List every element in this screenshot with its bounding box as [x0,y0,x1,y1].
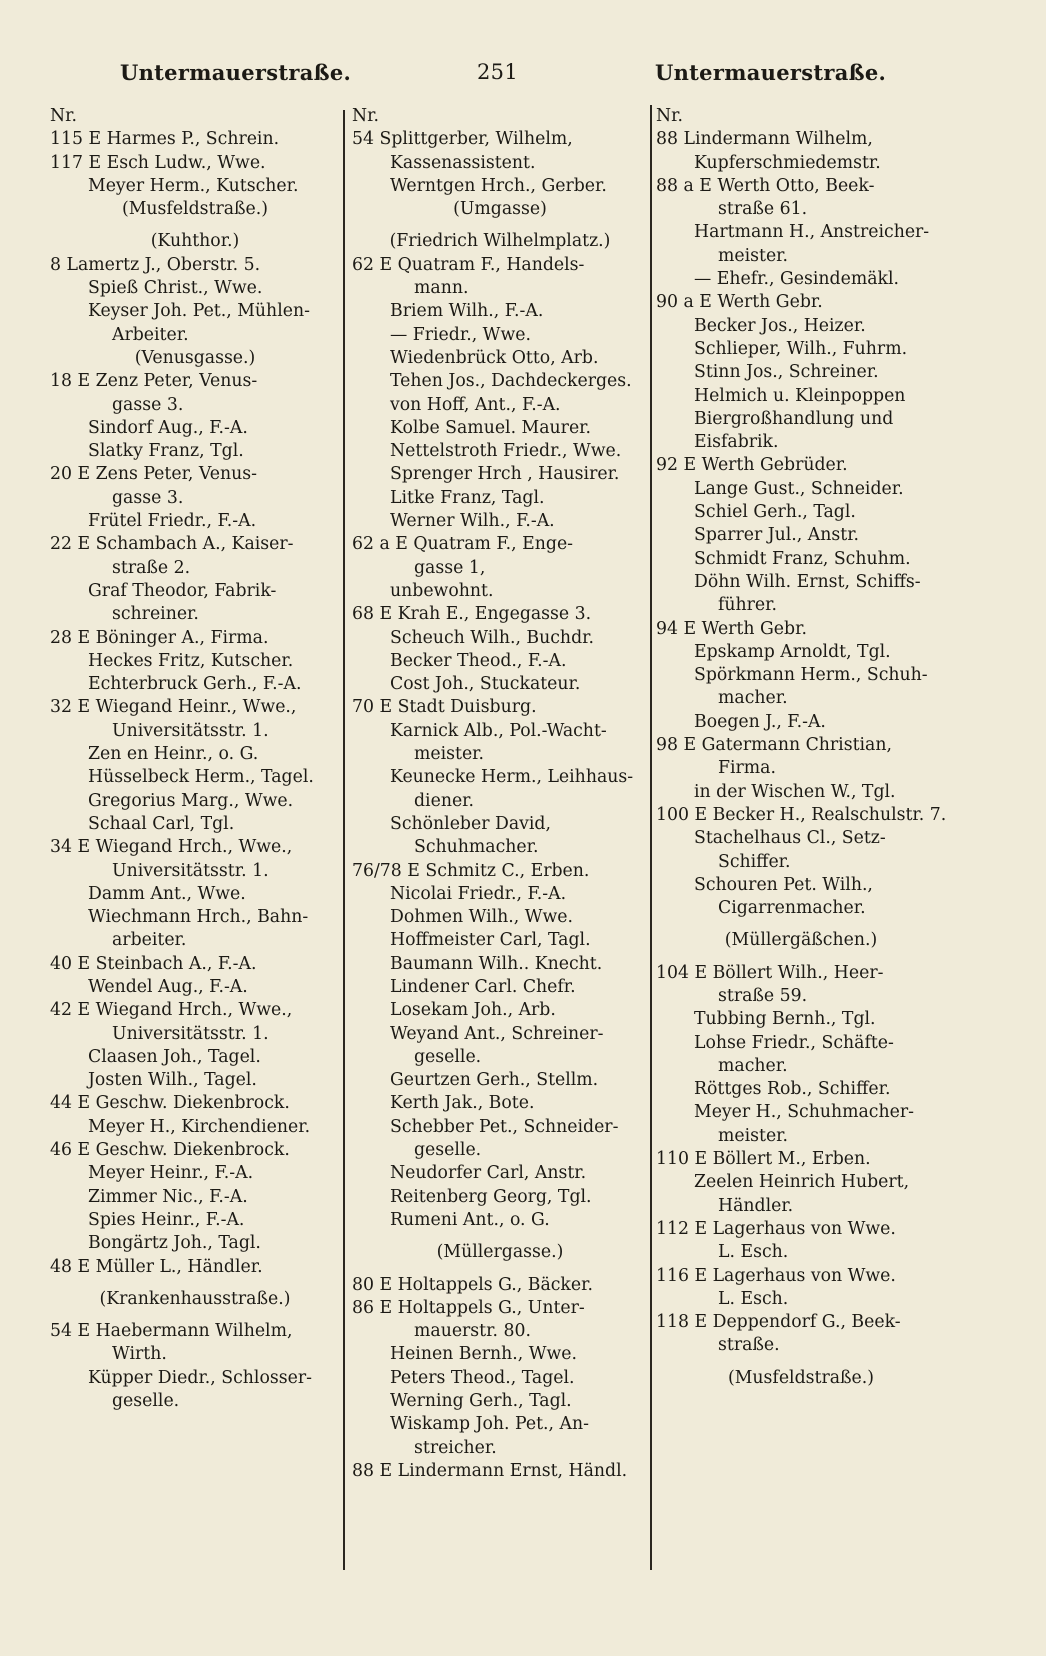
spacer [50,1279,340,1288]
directory-entry: macher. [718,688,788,709]
directory-entry: 112 E Lagerhaus von Wwe. [656,1218,896,1239]
directory-entry: Neudorfer Carl, Anstr. [390,1163,587,1184]
directory-entry: Nettelstroth Friedr., Wwe. [390,441,622,462]
spacer [656,1358,946,1367]
directory-entry: straße 2. [112,557,191,578]
directory-entry: Peters Theod., Tagel. [390,1367,575,1388]
directory-entry: Meyer Herm., Kutscher. [88,175,299,196]
directory-entry: Arbeiter. [112,324,189,345]
directory-entry: Geurtzen Gerh., Stellm. [390,1070,599,1091]
directory-entry: Dohmen Wilh., Wwe. [390,907,574,928]
directory-entry: Schaal Carl, Tgl. [88,813,235,834]
column-middle [352,105,648,1483]
directory-entry: Nr. [352,106,379,126]
street-heading: (Musfeldstraße.) [727,1367,875,1388]
directory-entry: gasse 3. [112,394,184,415]
street-heading: (Umgasse) [453,199,547,220]
directory-entry: Universitätsstr. 1. [112,720,269,741]
directory-entry: 62 a E Quatram F., Enge- [352,534,574,555]
directory-entry: 42 E Wiegand Hrch., Wwe., [50,1000,293,1021]
directory-entry: 54 E Haebermann Wilhelm, [50,1321,293,1342]
column-divider [650,105,652,1570]
directory-entry: Claasen Joh., Tagel. [88,1046,261,1067]
directory-entry: Zimmer Nic., F.-A. [88,1186,248,1207]
directory-entry: Lohse Friedr., Schäfte- [694,1032,894,1053]
spacer [352,1232,648,1241]
directory-entry: 116 E Lagerhaus von Wwe. [656,1265,896,1286]
directory-entry: straße 61. [718,199,808,220]
directory-entry: Zen en Heinr., o. G. [88,744,259,765]
directory-entry: Schiel Gerh., Tagl. [694,502,856,523]
directory-entry: 92 E Werth Gebrüder. [656,455,848,476]
directory-entry: Litke Franz, Tagl. [390,487,545,508]
directory-entry: meister. [718,245,789,266]
directory-entry: 46 E Geschw. Diekenbrock. [50,1140,290,1161]
directory-entry: 88 a E Werth Otto, Beek- [656,175,875,196]
directory-entry: 44 E Geschw. Diekenbrock. [50,1093,290,1114]
directory-entry: 18 E Zenz Peter, Venus- [50,371,258,392]
directory-entry: Lindener Carl. Chefr. [390,976,576,997]
directory-entry: Wiskamp Joh. Pet., An- [390,1414,589,1435]
street-heading: (Müllergäßchen.) [724,930,878,951]
directory-entry: 104 E Böllert Wilh., Heer- [656,962,884,983]
directory-entry: L. Esch. [718,1288,789,1309]
directory-entry: Wirth. [112,1344,167,1365]
directory-entry: Lange Gust., Schneider. [694,478,904,499]
directory-entry: Spies Heinr., F.-A. [88,1209,245,1230]
directory-entry: Spieß Christ., Wwe. [88,278,263,299]
directory-entry: Kerth Jak., Bote. [390,1093,535,1114]
directory-entry: Eisfabrik. [694,432,779,453]
column-right [656,105,946,1390]
directory-entry: Biergroßhandlung und [694,408,894,429]
directory-entry: Briem Wilh., F.-A. [390,301,544,322]
directory-entry: geselle. [112,1391,180,1412]
directory-entry: Zeelen Heinrich Hubert, [694,1172,910,1193]
directory-entry: Stinn Jos., Schreiner. [694,362,879,383]
directory-entry: Boegen J., F.-A. [694,711,826,732]
directory-entry: Scheuch Wilh., Buchdr. [390,627,594,648]
directory-entry: Schmidt Franz, Schuhm. [694,548,911,569]
directory-entry: Kupferschmiedemstr. [694,152,881,173]
directory-entry: Döhn Wilh. Ernst, Schiffs- [694,571,921,592]
directory-entry: straße 59. [718,985,808,1006]
directory-entry: unbewohnt. [390,580,494,601]
directory-entry: streicher. [414,1437,497,1458]
directory-entry: Weyand Ant., Schreiner- [390,1023,604,1044]
directory-entry: 90 a E Werth Gebr. [656,292,823,313]
directory-entry: Hartmann H., Anstreicher- [694,222,930,243]
directory-entry: 117 E Esch Ludw., Wwe. [50,152,266,173]
directory-entry: 22 E Schambach A., Kaiser- [50,534,294,555]
directory-entry: Tehen Jos., Dachdeckerges. [390,371,632,392]
directory-entry: Schiffer. [718,851,791,872]
directory-entry: Keyser Joh. Pet., Mühlen- [88,301,310,322]
directory-entry: 86 E Holtappels G., Unter- [352,1297,585,1318]
street-heading: (Friedrich Wilhelmplatz.) [389,231,611,252]
directory-entry: Händler. [718,1195,794,1216]
directory-entry: 76/78 E Schmitz C., Erben. [352,860,590,881]
running-head-left: Untermauerstraße. [120,60,352,85]
directory-entry: Graf Theodor, Fabrik- [88,580,277,601]
directory-entry: Sprenger Hrch , Hausirer. [390,464,620,485]
directory-entry: Damm Ant., Wwe. [88,883,246,904]
directory-entry: 98 E Gatermann Christian, [656,735,892,756]
directory-entry: mauerstr. 80. [414,1321,531,1342]
directory-entry: 80 E Holtappels G., Bäcker. [352,1274,593,1295]
directory-entry: gasse 3. [112,487,184,508]
running-head-right: Untermauerstraße. [655,60,887,85]
directory-entry: Schuhmacher. [414,837,539,858]
directory-entry: arbeiter. [112,930,187,951]
directory-entry: Keunecke Herm., Leihhaus- [390,767,634,788]
street-heading: (Kuhthor.) [150,231,240,252]
directory-entry: 88 Lindermann Wilhelm, [656,129,873,150]
column-left [50,105,340,1413]
directory-entry: schreiner. [112,604,199,625]
directory-entry: Werning Gerh., Tagl. [390,1391,572,1412]
directory-entry: Röttges Rob., Schiffer. [694,1079,891,1100]
directory-entry: führer. [718,595,777,616]
directory-entry: 88 E Lindermann Ernst, Händl. [352,1460,628,1481]
directory-entry: Wendel Aug., F.-A. [88,976,248,997]
directory-entry: Sindorf Aug., F.-A. [88,417,248,438]
directory-entry: 94 E Werth Gebr. [656,618,807,639]
directory-entry: Slatky Franz, Tgl. [88,441,244,462]
directory-entry: Hüsselbeck Herm., Tagel. [88,767,314,788]
directory-entry: L. Esch. [718,1242,789,1263]
directory-entry: 28 E Böninger A., Firma. [50,627,269,648]
spacer [352,1265,648,1274]
directory-entry: Hoffmeister Carl, Tagl. [390,930,591,951]
directory-entry: Wiechmann Hrch., Bahn- [88,907,309,928]
directory-entry: Baumann Wilh.. Knecht. [390,953,603,974]
directory-entry: Spörkmann Herm., Schuh- [694,665,928,686]
directory-entry: geselle. [414,1140,482,1161]
directory-entry: — Ehefr., Gesindemäkl. [694,269,900,290]
directory-entry: diener. [414,790,475,811]
directory-entry: 48 E Müller L., Händler. [50,1256,263,1277]
directory-entry: Rumeni Ant., o. G. [390,1209,550,1230]
spacer [50,221,340,230]
directory-entry: Becker Theod., F.-A. [390,650,567,671]
directory-entry: 68 E Krah E., Engegasse 3. [352,604,592,625]
directory-entry: Sparrer Jul., Anstr. [694,525,860,546]
directory-entry: Epskamp Arnoldt, Tgl. [694,641,891,662]
directory-entry: Küpper Diedr., Schlosser- [88,1367,312,1388]
directory-entry: von Hoff, Ant., F.-A. [390,394,561,415]
directory-entry: Kassenassistent. [390,152,536,173]
directory-entry: Echterbruck Gerh., F.-A. [88,674,302,695]
directory-entry: 40 E Steinbach A., F.-A. [50,953,257,974]
directory-entry: geselle. [414,1046,482,1067]
directory-entry: 54 Splittgerber, Wilhelm, [352,129,573,150]
directory-entry: Losekam Joh., Arb. [390,1000,556,1021]
directory-entry: Schebber Pet., Schneider- [390,1116,619,1137]
street-heading: (Venusgasse.) [134,347,256,368]
directory-entry: Cigarrenmacher. [718,898,866,919]
directory-entry: 20 E Zens Peter, Venus- [50,464,258,485]
directory-entry: Meyer H., Schuhmacher- [694,1102,914,1123]
directory-entry: Stachelhaus Cl., Setz- [694,828,886,849]
directory-entry: 34 E Wiegand Hrch., Wwe., [50,837,293,858]
directory-entry: Heinen Bernh., Wwe. [390,1344,578,1365]
directory-entry: Josten Wilh., Tagel. [88,1070,257,1091]
directory-entry: 62 E Quatram F., Handels- [352,254,585,275]
directory-entry: Werner Wilh., F.-A. [390,511,555,532]
column-divider [343,110,345,1570]
directory-entry: Heckes Fritz, Kutscher. [88,650,294,671]
directory-entry: Meyer Heinr., F.-A. [88,1163,254,1184]
directory-entry: Universitätsstr. 1. [112,860,269,881]
directory-entry: 32 E Wiegand Heinr., Wwe., [50,697,297,718]
directory-entry: Firma. [718,758,776,779]
directory-entry: Helmich u. Kleinpoppen [694,385,906,406]
directory-entry: Nicolai Friedr., F.-A. [390,883,567,904]
directory-entry: Meyer H., Kirchendiener. [88,1116,311,1137]
directory-entry: Schlieper, Wilh., Fuhrm. [694,338,908,359]
directory-entry: meister. [414,744,485,765]
directory-entry: Cost Joh., Stuckateur. [390,674,581,695]
street-heading: (Musfeldstraße.) [121,199,269,220]
spacer [50,1311,340,1320]
directory-entry: gasse 1, [414,557,486,578]
spacer [656,920,946,929]
directory-entry: Wiedenbrück Otto, Arb. [390,347,599,368]
directory-entry: 8 Lamertz J., Oberstr. 5. [50,254,261,275]
directory-entry: 115 E Harmes P., Schrein. [50,129,280,150]
directory-entry: Werntgen Hrch., Gerber. [390,175,607,196]
directory-entry: Nr. [50,106,77,126]
directory-entry: Universitätsstr. 1. [112,1023,269,1044]
spacer [352,221,648,230]
street-heading: (Krankenhausstraße.) [99,1288,291,1309]
directory-entry: 118 E Deppendorf G., Beek- [656,1312,901,1333]
directory-entry: 70 E Stadt Duisburg. [352,697,537,718]
directory-entry: in der Wischen W., Tgl. [694,781,896,802]
directory-entry: 110 E Böllert M., Erben. [656,1149,871,1170]
directory-entry: Becker Jos., Heizer. [694,315,866,336]
directory-entry: Schouren Pet. Wilh., [694,874,873,895]
directory-entry: — Friedr., Wwe. [390,324,531,345]
directory-entry: Tubbing Bernh., Tgl. [694,1009,876,1030]
directory-entry: Gregorius Marg., Wwe. [88,790,294,811]
spacer [656,953,946,962]
directory-entry: Karnick Alb., Pol.-Wacht- [390,720,607,741]
directory-entry: macher. [718,1055,788,1076]
street-heading: (Müllergasse.) [436,1242,564,1263]
directory-entry: Kolbe Samuel. Maurer. [390,417,592,438]
directory-entry: meister. [718,1125,789,1146]
directory-entry: Schönleber David, [390,813,551,834]
directory-entry: Nr. [656,106,683,126]
directory-entry: straße. [718,1335,780,1356]
page-number: 251 [477,60,518,84]
directory-entry: Frütel Friedr., F.-A. [88,511,257,532]
directory-entry: 100 E Becker H., Realschulstr. 7. [656,804,947,825]
directory-entry: Reitenberg Georg, Tgl. [390,1186,592,1207]
directory-entry: Bongärtz Joh., Tagl. [88,1233,261,1254]
directory-entry: mann. [414,278,469,299]
